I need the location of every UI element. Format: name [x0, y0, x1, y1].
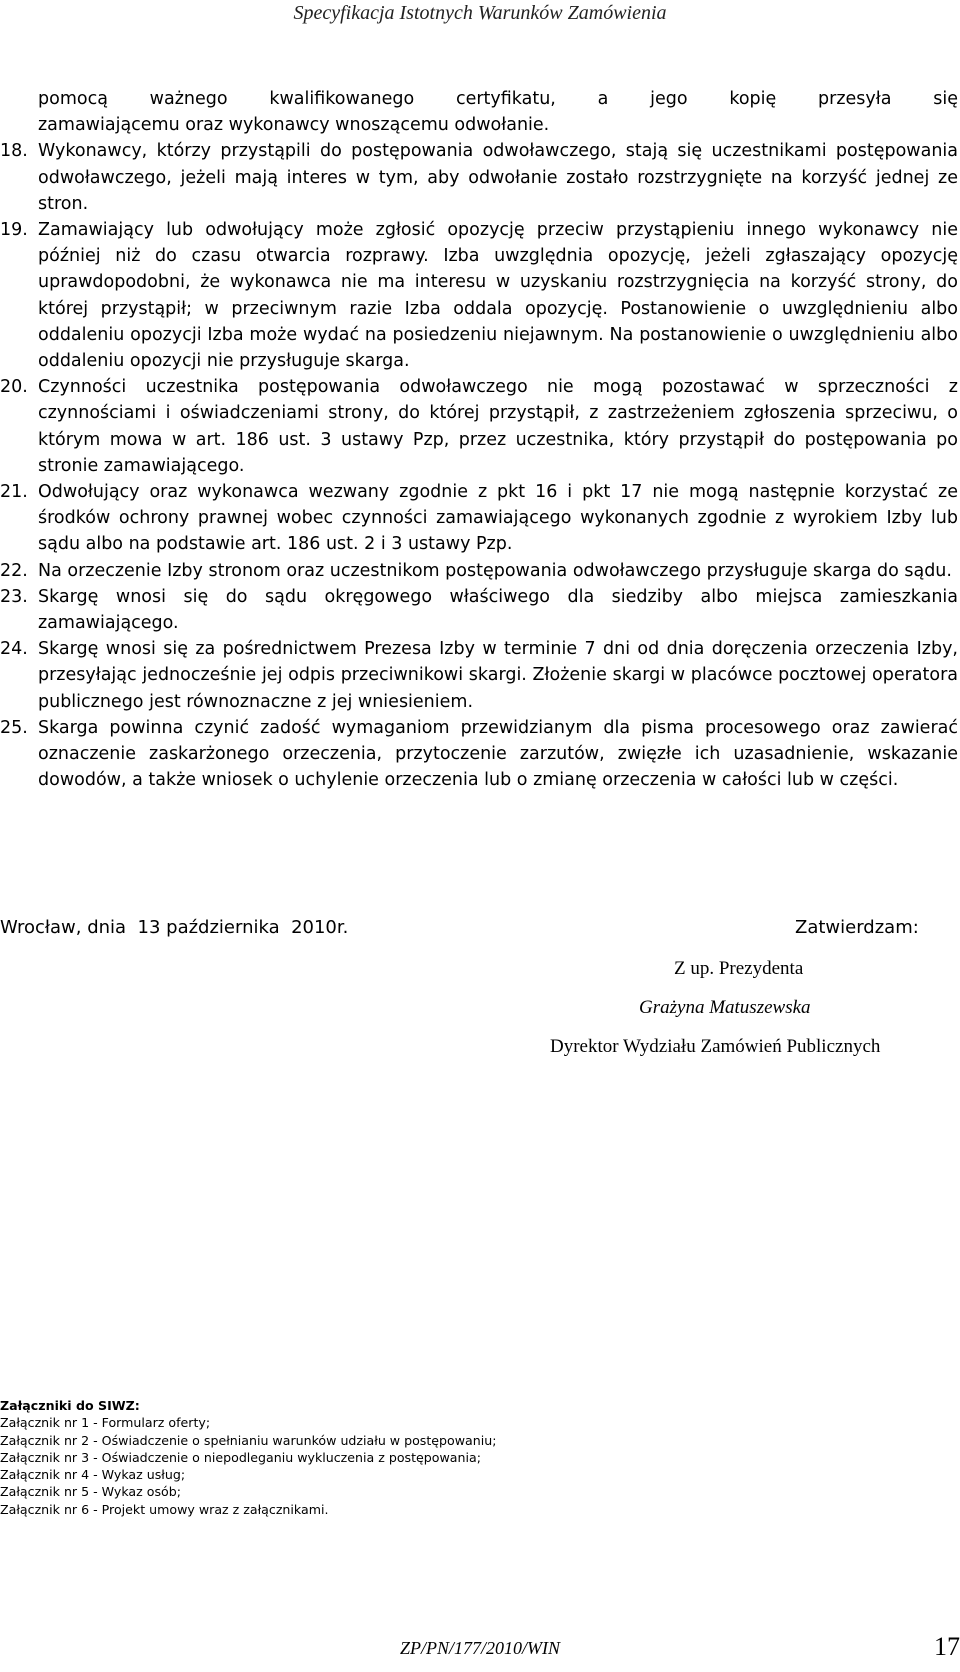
signature-on-behalf: Z up. Prezydenta: [674, 958, 804, 979]
document-code: ZP/PN/177/2010/WIN: [399, 1638, 560, 1658]
approval-label: Zatwierdzam:: [795, 917, 919, 938]
item-text: Wykonawcy, którzy przystąpili do postępowania odwoławczego, stają się uczestnikami postępowania odwoławczego, jeżeli mają interes w tym, aby odwołanie zostało rozstrzygnięte na korzyść jednej ze stron.: [38, 141, 958, 214]
attachments-list: [0, 1397, 496, 1518]
item-text: Zamawiający lub odwołujący może zgłosić opozycję przeciw przystąpieniu innego wykonawcy nie później niż do czasu otwarcia rozprawy. Izba uwzględnia opozycję, jeżeli zgłaszający opozycję uprawdopodobni, że wykonawca nie ma interesu w uzyskaniu rozstrzygnięcia na korzyść strony, do której przystąpił; w przeciwnym razie Izba oddala opozycję. Postanowienie o uwzględnieniu albo oddaleniu opozycji Izba może wydać na posiedzeniu niejawnym. Na postanowienie o uwzględnieniu albo oddaleniu opozycji nie przysługuje skarga.: [38, 220, 958, 372]
document-body: [0, 86, 960, 793]
list-item-20: [0, 374, 960, 479]
attachment-item: Załącznik nr 1 - Formularz oferty;: [0, 1415, 211, 1431]
continuation-line-2: zamawiającemu oraz wykonawcy wnoszącemu odwołanie.: [38, 115, 550, 136]
list-item-23: [0, 584, 960, 636]
item-text: Skargę wnosi się do sądu okręgowego właściwego dla siedziby albo miejsca zamieszkania zamawiającego.: [38, 586, 958, 634]
page-header: Specyfikacja Istotnych Warunków Zamówienia: [293, 2, 667, 24]
item-number: 20.: [0, 377, 28, 398]
attachment-item: Załącznik nr 5 - Wykaz osób;: [0, 1484, 181, 1500]
attachments-title: Załączniki do SIWZ:: [0, 1398, 140, 1413]
attachment-item: Załącznik nr 2 - Oświadczenie o spełnianiu warunków udziału w postępowaniu;: [0, 1432, 497, 1448]
item-number: 19.: [0, 220, 28, 241]
attachment-item: Załącznik nr 3 - Oświadczenie o niepodleganiu wykluczenia z postępowania;: [0, 1449, 481, 1465]
item-number: 24.: [0, 639, 28, 660]
item-text: Czynności uczestnika postępowania odwoławczego nie mogą pozostawać w sprzeczności z czynnościami i oświadczeniami strony, do której przystąpił, z zastrzeżeniem zgłoszenia sprzeciwu, o którym mowa w art. 186 ust. 3 ustawy Pzp, przez uczestnika, który przystąpił do postępowania po stronie zamawiającego.: [38, 377, 958, 476]
item-number: 22.: [0, 560, 28, 581]
list-item-25: [0, 715, 960, 794]
item-text: Skarga powinna czynić zadość wymaganiom przewidzianym dla pisma procesowego oraz zawierać oznaczenie zaskarżonego orzeczenia, przytoczenie zarzutów, zwięzłe ich uzasadnienie, wskazanie dowodów, a także wniosek o uchylenie orzeczenia lub o zmianę orzeczenia w całości lub w części.: [38, 717, 958, 791]
page-number: 17: [934, 1632, 960, 1661]
item-text: Na orzeczenie Izby stronom oraz uczestnikom postępowania odwoławczego przysługuje skarga do sądu.: [38, 560, 952, 581]
list-item-18: [0, 138, 960, 217]
item-text: Odwołujący oraz wykonawca wezwany zgodnie z pkt 16 i pkt 17 nie mogą następnie korzystać ze środków ochrony prawnej wobec czynności zamawiającego wykonanych zgodnie z wyrokiem Izby lub sądu albo na podstawie art. 186 ust. 2 i 3 ustawy Pzp.: [38, 482, 958, 555]
item-number: 18.: [0, 141, 28, 162]
attachment-item: Załącznik nr 4 - Wykaz usług;: [0, 1467, 186, 1483]
item-text: Skargę wnosi się za pośrednictwem Prezesa Izby w terminie 7 dni od dnia doręczenia orzeczenia Izby, przesyłając jednocześnie jej odpis przeciwnikowi skargi. Złożenie skargi w placówce pocztowej operatora publicznego jest równoznaczne z jej wniesieniem.: [38, 639, 958, 712]
signatory-name: Grażyna Matuszewska: [639, 997, 811, 1018]
continuation-line-1: pomocą ważnego kwalifikowanego certyfikatu, a jego kopię przesyła się: [38, 89, 958, 109]
attachment-item: Załącznik nr 6 - Projekt umowy wraz z załącznikami.: [0, 1501, 329, 1517]
list-item-24: [0, 636, 960, 715]
item-number: 25.: [0, 717, 28, 738]
signatory-role: Dyrektor Wydziału Zamówień Publicznych: [550, 1036, 881, 1057]
list-item-22: [0, 558, 960, 584]
place-date: Wrocław, dnia 13 października 2010r.: [0, 917, 349, 938]
list-item-19: [0, 217, 960, 374]
list-item-21: [0, 479, 960, 558]
item-number: 23.: [0, 586, 28, 607]
item-number: 21.: [0, 482, 28, 503]
